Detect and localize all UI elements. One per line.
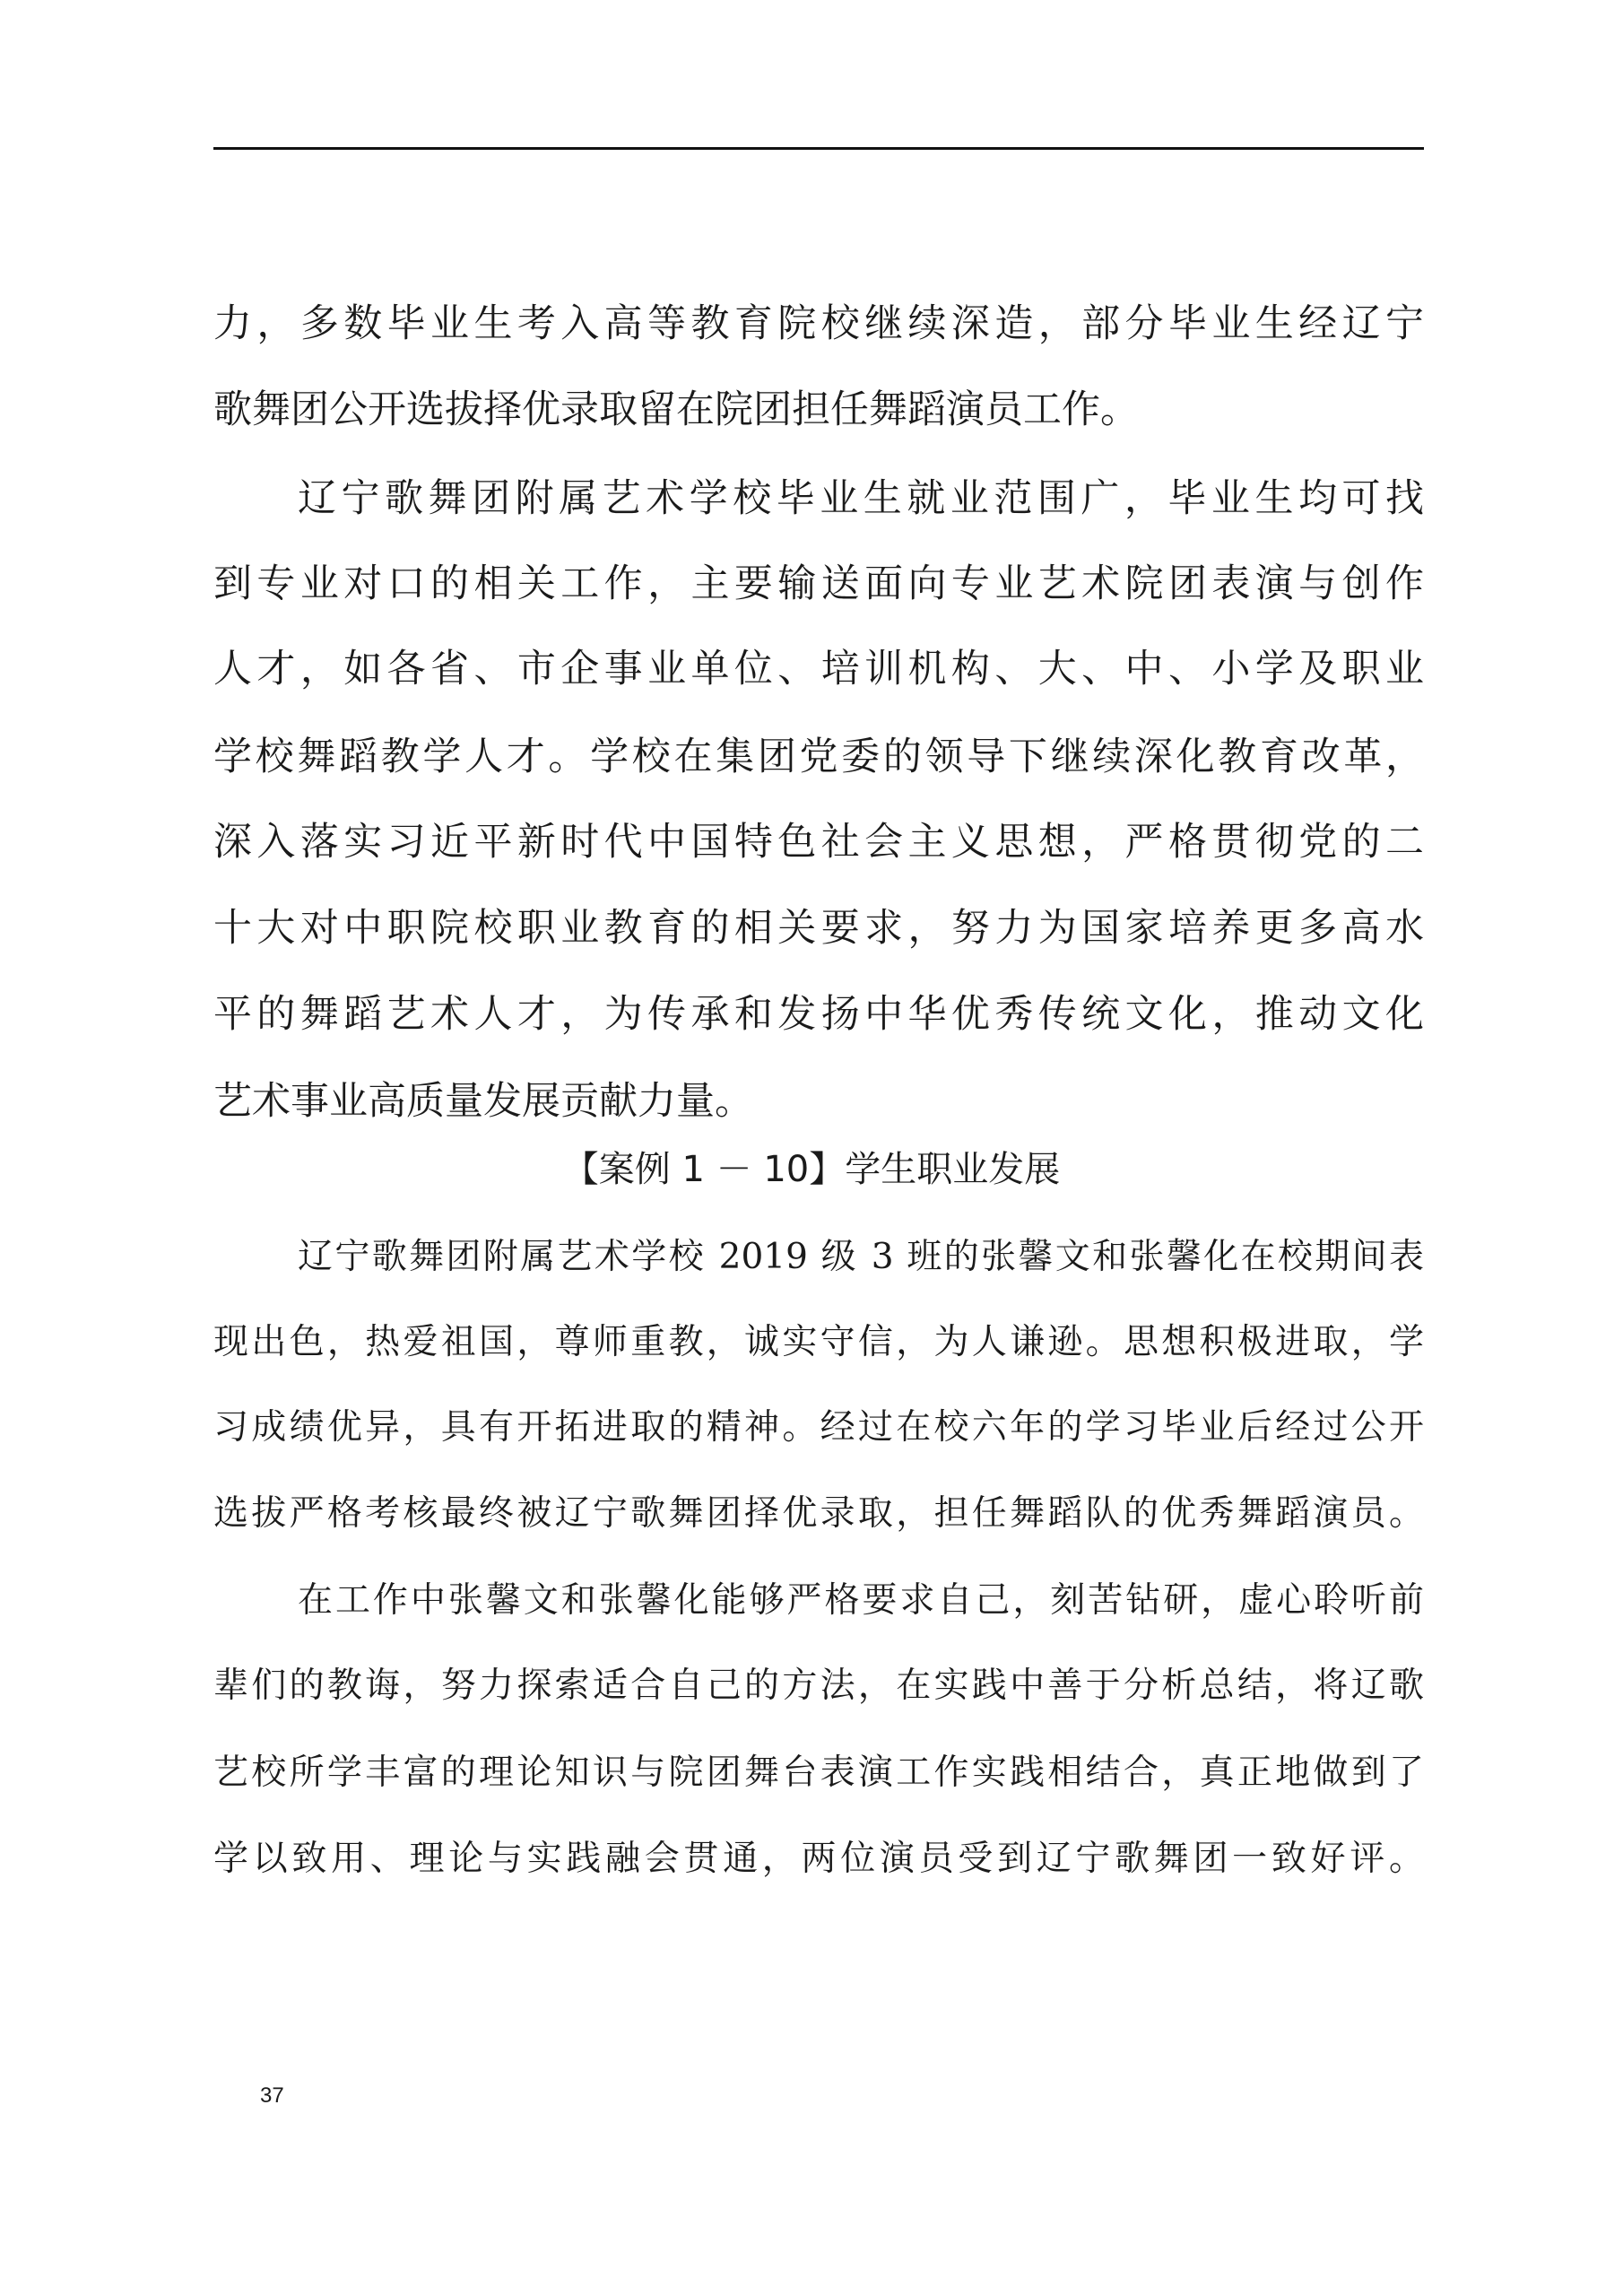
text-line: 歌舞团公开选拔择优录取留在院团担任舞蹈演员工作。 <box>213 387 1139 432</box>
text-line: 十大对中职院校职业教育的相关要求，努力为国家培养更多高水 <box>213 906 1424 951</box>
text-line: 艺校所学丰富的理论知识与院团舞台表演工作实践相结合，真正地做到了 <box>213 1752 1424 1793</box>
text-line: 力，多数毕业生考入高等教育院校继续深造，部分毕业生经辽宁 <box>213 301 1424 346</box>
text-line: 辽宁歌舞团附属艺术学校 2019 级 3 班的张馨文和张馨化在校期间表 <box>298 1237 1424 1277</box>
text-line: 选拔严格考核最终被辽宁歌舞团择优录取，担任舞蹈队的优秀舞蹈演员。 <box>213 1493 1424 1534</box>
text-line: 到专业对口的相关工作，主要输送面向专业艺术院团表演与创作 <box>213 561 1424 606</box>
text-line: 人才，如各省、市企事业单位、培训机构、大、中、小学及职业 <box>213 647 1424 691</box>
page-number: 37 <box>260 2083 284 2108</box>
text-line: 深入落实习近平新时代中国特色社会主义思想，严格贯彻党的二 <box>213 820 1424 865</box>
case-title: 【案例 1 － 10】学生职业发展 <box>562 1149 1061 1190</box>
text-line: 辈们的教诲，努力探索适合自己的方法，在实践中善于分析总结，将辽歌 <box>213 1665 1424 1706</box>
text-line: 在工作中张馨文和张馨化能够严格要求自己，刻苦钻研，虚心聆听前 <box>298 1580 1424 1621</box>
text-line: 学以致用、理论与实践融会贯通，两位演员受到辽宁歌舞团一致好评。 <box>213 1839 1424 1879</box>
header-rule <box>213 147 1424 150</box>
text-line: 习成绩优异，具有开拓进取的精神。经过在校六年的学习毕业后经过公开 <box>213 1407 1424 1448</box>
text-line: 学校舞蹈教学人才。学校在集团党委的领导下继续深化教育改革， <box>213 735 1424 779</box>
text-line: 辽宁歌舞团附属艺术学校毕业生就业范围广，毕业生均可找 <box>298 476 1424 521</box>
text-line: 现出色，热爱祖国，尊师重教，诚实守信，为人谦逊。思想积极进取，学 <box>213 1322 1424 1362</box>
text-line: 平的舞蹈艺术人才，为传承和发扬中华优秀传统文化，推动文化 <box>213 992 1424 1037</box>
text-line: 艺术事业高质量发展贡献力量。 <box>213 1079 753 1124</box>
